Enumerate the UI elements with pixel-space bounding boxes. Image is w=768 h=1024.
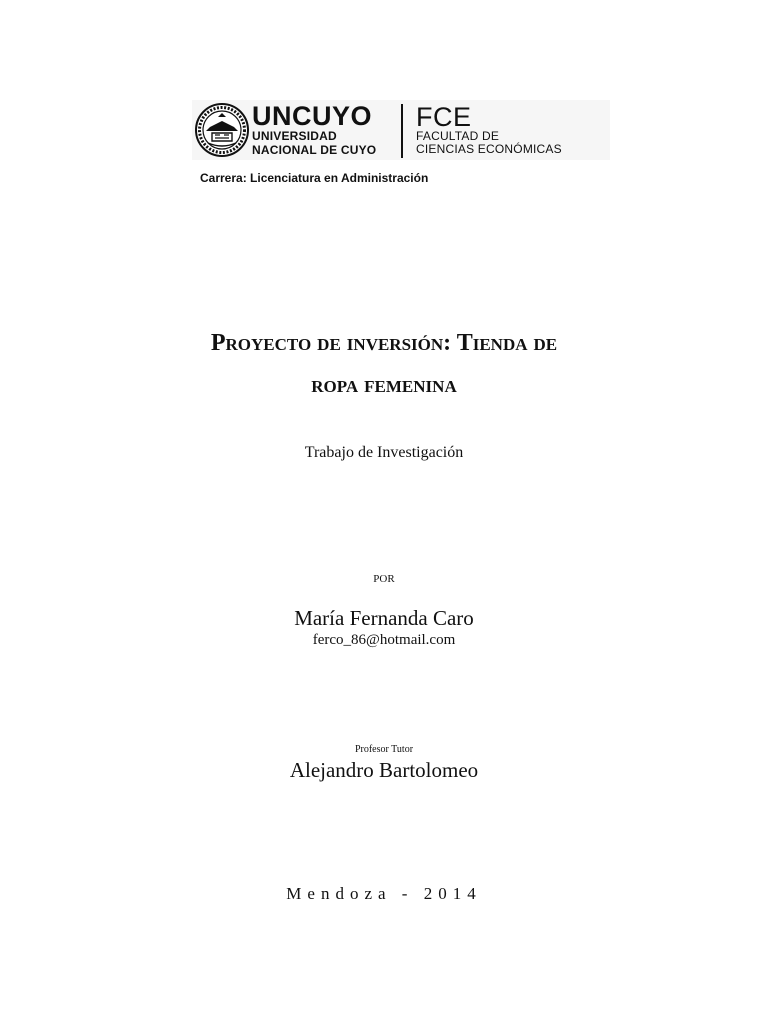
university-brand-name: UNCUYO (252, 101, 373, 131)
document-title (60, 322, 708, 406)
university-name-line-1: UNIVERSIDAD (252, 129, 337, 143)
tutor-label: Profesor Tutor (354, 744, 414, 755)
university-logo-banner (192, 100, 610, 160)
document-title-line-1: Proyecto de inversión: Tienda de (210, 330, 558, 356)
career-label: Carrera: Licenciatura en Administración (200, 171, 429, 185)
tutor-name: Alejandro Bartolomeo (289, 758, 479, 782)
author-email: ferco_86@hotmail.com (312, 632, 456, 648)
faculty-brand (416, 104, 562, 156)
faculty-name-line-2: CIENCIAS ECONÓMICAS (416, 142, 562, 156)
faculty-name-line-1: FACULTAD DE (416, 129, 500, 143)
university-seal-icon (194, 101, 250, 159)
document-title-line-2: ropa femenina (311, 372, 457, 398)
author-prefix: POR (373, 573, 395, 585)
place-and-year: Mendoza - 2014 (286, 884, 482, 903)
document-subtitle: Trabajo de Investigación (304, 444, 464, 461)
university-name-line-2: NACIONAL DE CUYO (252, 143, 377, 157)
logo-divider (401, 104, 403, 158)
faculty-abbreviation: FCE (416, 102, 472, 132)
university-brand (252, 101, 377, 157)
author-name: María Fernanda Caro (294, 606, 474, 630)
